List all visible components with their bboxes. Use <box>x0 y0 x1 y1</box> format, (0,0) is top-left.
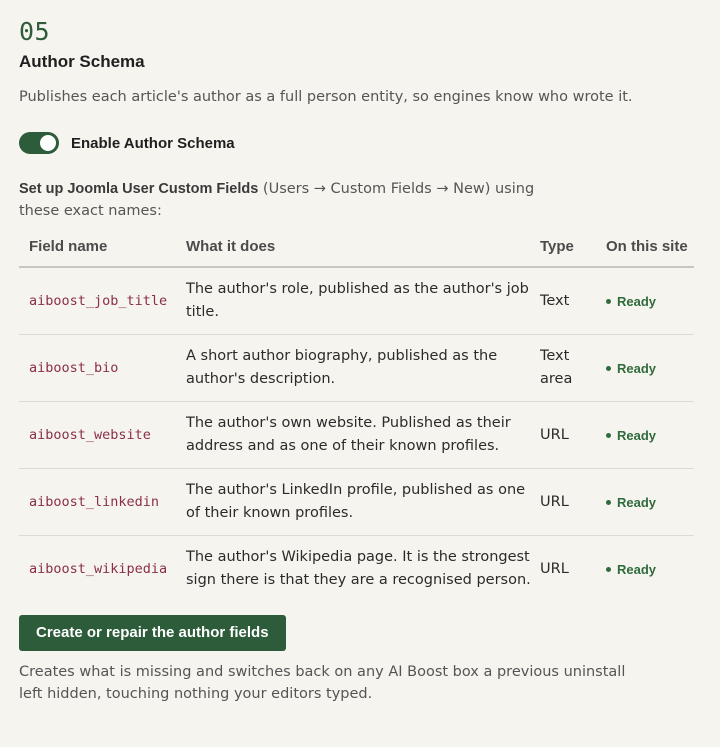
table-header-row <box>19 238 694 267</box>
status-dot-icon <box>606 299 611 304</box>
table-row <box>19 267 694 335</box>
field-type-cell: URL <box>540 560 569 577</box>
setup-instructions-strong: Set up Joomla User Custom Fields <box>19 181 259 197</box>
enable-author-schema-toggle[interactable] <box>19 132 59 154</box>
action-note: Creates what is missing and switches back on any AI Boost box a previous uninstall left hidden, touching nothing your editors typed. <box>19 664 626 702</box>
status-dot-icon <box>606 366 611 371</box>
header-field-name: Field name <box>19 238 186 267</box>
toggle-knob <box>40 135 56 151</box>
field-description-cell: The author's role, published as the author's job title. <box>186 267 540 335</box>
field-description-cell: The author's Wikipedia page. It is the strongest sign there is that they are a recognised person. <box>186 549 531 588</box>
setup-instructions-rest: (Users → Custom Fields → New) using these exact names: <box>19 181 535 219</box>
status-badge <box>606 469 694 536</box>
field-name-cell: aiboost_bio <box>19 335 186 402</box>
status-dot-icon <box>606 567 611 572</box>
header-what-it-does: What it does <box>186 238 540 267</box>
table-row <box>19 335 694 402</box>
status-badge <box>606 267 694 335</box>
status-label: Ready <box>617 494 657 510</box>
header-type: Type <box>540 238 606 267</box>
field-description-cell: The author's own website. Published as their address and as one of their known profiles. <box>186 402 540 469</box>
status-badge <box>606 402 694 469</box>
author-fields-table <box>19 238 694 602</box>
field-name-cell: aiboost_job_title <box>19 267 186 335</box>
field-name-cell: aiboost_linkedin <box>19 469 186 536</box>
table-row <box>19 469 694 536</box>
create-repair-author-fields-button[interactable]: Create or repair the author fields <box>19 615 286 651</box>
field-name-cell: aiboost_website <box>19 402 186 469</box>
field-type-cell: Text <box>540 267 606 335</box>
setup-instructions <box>19 178 579 222</box>
status-label: Ready <box>617 360 657 376</box>
status-dot-icon <box>606 500 611 505</box>
section-description: Publishes each article's author as a full person entity, so engines know who wrote it. <box>19 89 633 105</box>
status-label: Ready <box>617 293 657 309</box>
field-description-cell: A short author biography, published as the author's description. <box>186 335 540 402</box>
enable-author-schema-row <box>19 132 694 154</box>
status-badge <box>606 335 694 402</box>
status-dot-icon <box>606 433 611 438</box>
field-type-cell: Text area <box>540 335 606 402</box>
field-type-cell: URL <box>540 469 606 536</box>
author-schema-section <box>19 16 694 705</box>
field-type-cell: URL <box>540 402 606 469</box>
status-label: Ready <box>617 427 657 443</box>
section-title: Author Schema <box>19 52 145 71</box>
status-label: Ready <box>617 561 657 577</box>
table-row <box>19 536 694 603</box>
enable-author-schema-label[interactable]: Enable Author Schema <box>71 134 235 152</box>
status-badge <box>606 536 694 603</box>
field-name-cell: aiboost_wikipedia <box>29 560 168 577</box>
field-description-cell: The author's LinkedIn profile, published as one of their known profiles. <box>186 469 540 536</box>
table-row <box>19 402 694 469</box>
section-number: 05 <box>19 17 51 46</box>
header-on-this-site: On this site <box>606 238 694 267</box>
